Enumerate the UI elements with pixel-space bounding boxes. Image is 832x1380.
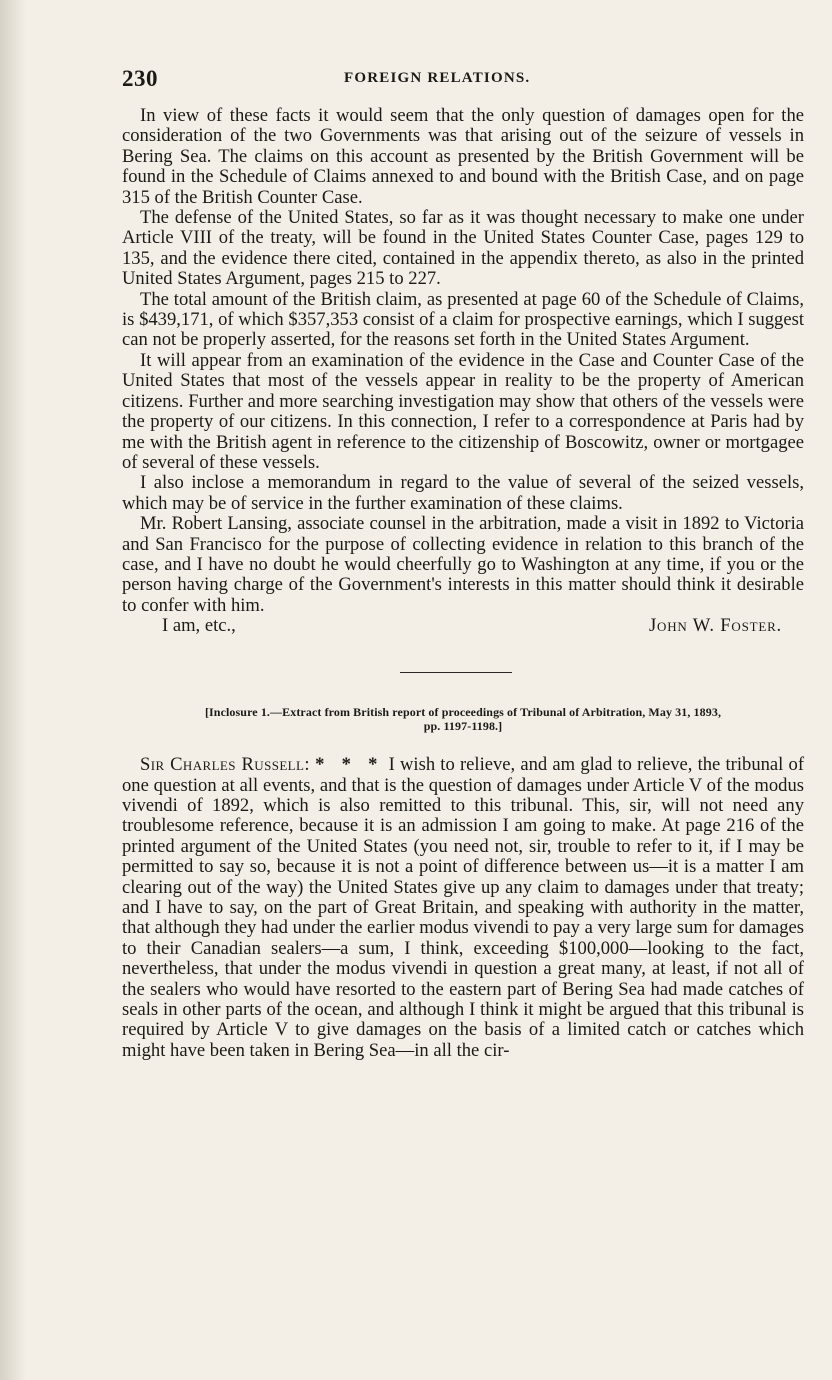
letter-paragraph: I also inclose a memorandum in regard to the value of several of the seized vessels, which may be of service in the further examination of these claims. [122, 472, 804, 514]
letter-paragraph: The defense of the United States, so far as it was thought necessary to make one under Article VIII of the treaty, will be found in the United States Counter Case, pages 129 to 135, and the evidence there cited, contained in the appendix thereto, as also in the printed United States Argument, pages 215 to 227. [122, 207, 804, 290]
inclosure-heading-line: pp. 1197-1198.] [423, 719, 503, 734]
running-head [122, 64, 804, 98]
running-title: FOREIGN RELATIONS. [344, 70, 531, 86]
letter-body [122, 106, 804, 616]
letter-paragraph: In view of these facts it would seem that the only question of damages open for the consideration of the two Governments was that arising out of the seizure of vessels in Bering Sea. The claims on this account as presented by the British Government will be found in the Schedule of Claims annexed to and bound with the British Case, and on page 315 of the British Counter Case. [122, 105, 804, 208]
letter-paragraph: Mr. Robert Lansing, associate counsel in the arbitration, made a visit in 1892 to Victoria and San Francisco for the purpose of collecting evidence in relation to this branch of the case, and I have no doubt he would cheerfully go to Washington at any time, if you or the person having charge of the Government's interests in this matter should think it desirable to confer with him. [122, 513, 804, 616]
speech-paragraph [122, 755, 804, 1061]
page-number: 230 [122, 66, 158, 91]
closing-salutation: I am, etc., [162, 615, 236, 637]
ellipsis-asterisks: * * * [315, 754, 384, 776]
inclosure-heading-line: [Inclosure 1.—Extract from British report of proceedings of Tribunal of Arbitration, May 31, 1893, [204, 705, 722, 720]
speaker-name: Sir Charles Russell: [140, 754, 310, 776]
section-divider [400, 672, 512, 673]
inclosure-heading [122, 705, 804, 733]
letter-paragraph: The total amount of the British claim, as presented at page 60 of the Schedule of Claims, is $439,171, of which $357,353 consist of a claim for prospective earnings, which I suggest can not be properly asserted, for the reasons set forth in the United States Argument. [122, 288, 804, 351]
signature: John W. Foster. [648, 615, 782, 637]
letter-paragraph: It will appear from an examination of the evidence in the Case and Counter Case of the United States that most of the vessels appear in reality to be the property of American citizens. Further and more searching investigation may show that others of the vessels were the property of our citizens. In this connection, I refer to a correspondence at Paris had by me with the British agent in reference to the citizenship of Boscowitz, owner or mortgagee of several of these vessels. [122, 349, 804, 473]
letter-closing [122, 616, 804, 638]
speech-text: I wish to relieve, and am glad to relieve, the tribunal of one question at all events, and that is the question of damages under Article V of the modus vivendi of 1892, which is also remitted to this tribunal. This, sir, will not need any troublesome reference, because it is an admission I am going to make. At page 216 of the printed argument of the United States (you need not, sir, trouble to refer to it, if I may be permitted to say so, because it is not a point of difference between us—it is a matter I am clearing out of the way) the United States give up any claim to damages under that treaty; and I have to say, on the part of Great Britain, and speaking with authority in the matter, that although they had under the earlier modus vivendi to pay a very large sum for damages to their Canadian sealers—a sum, I think, exceeding $100,000—looking to the fact, nevertheless, that under the modus vivendi in question a great many, at least, if not all of the sealers who would have resorted to the eastern part of Bering Sea had made catches of seals in other parts of the ocean, and although I think it might be argued that this tribunal is required by Article V to give damages on the basis of a limited catch or catches which might have been taken in Bering Sea—in all the cir- [122, 754, 805, 1061]
